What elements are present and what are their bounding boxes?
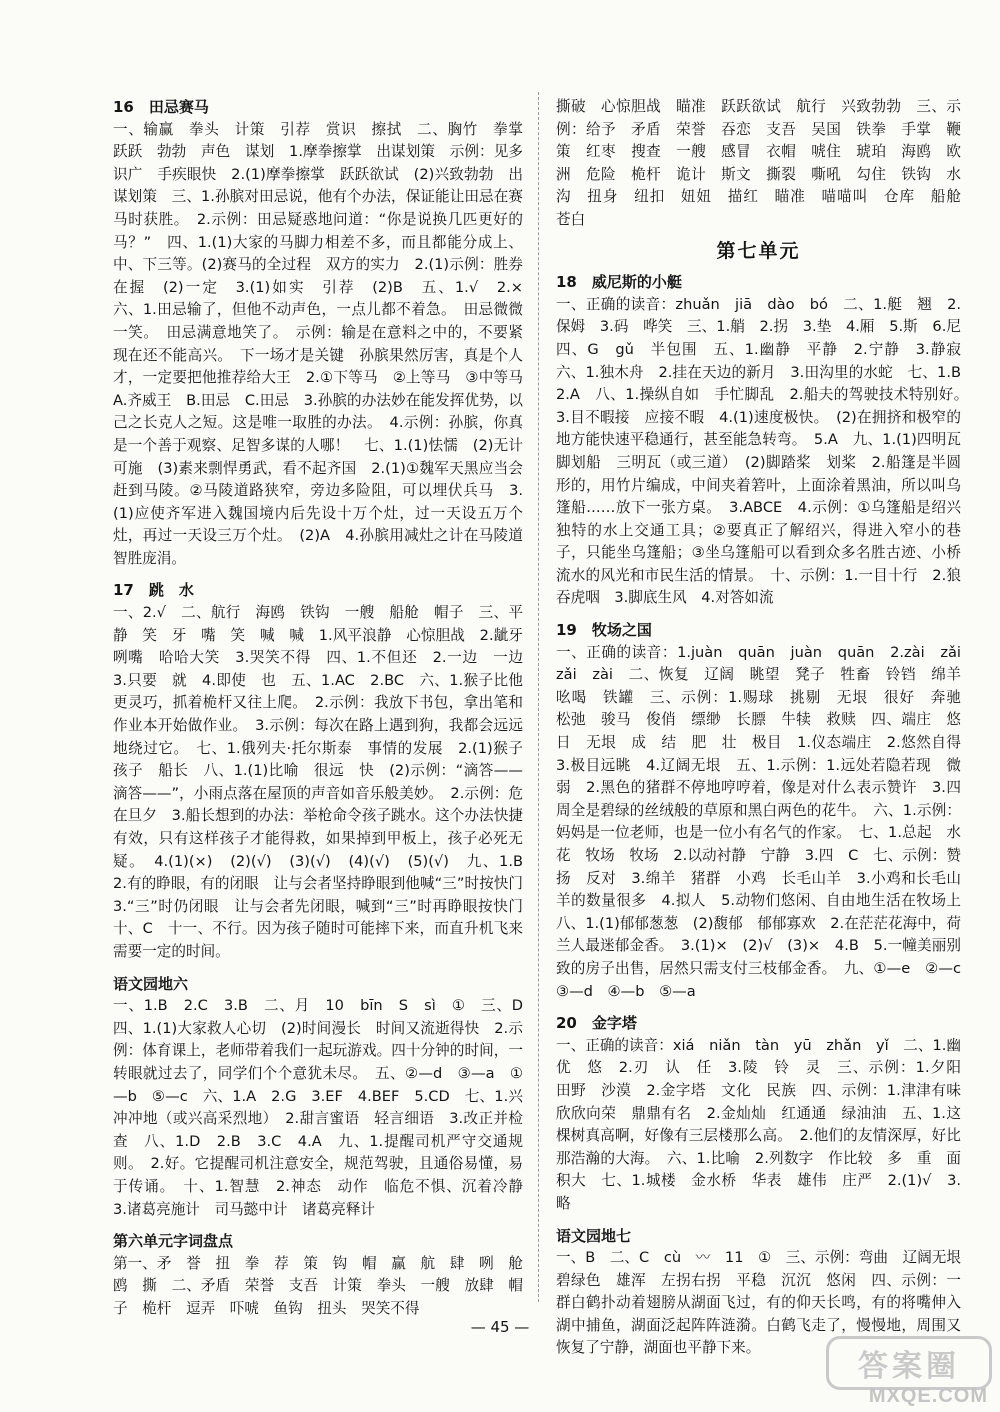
- section-body-garden-7: 一、B 二、C cù 〰 11 ① 三、示例：弯曲 辽阔无垠 碧绿色 雄浑 左拐右拐 平稳 沉沉 悠闲 四、示例：一群白鹤扑动着翅膀从湖面飞过，有的仰天长鸣，有的将嘴伸入湖中捕鱼，湖面泛起阵阵涟漪。白鹤飞走了，慢慢地，周围又恢复了宁静，湖面也平静下来。: [556, 1249, 976, 1357]
- section-body-18: 一、正确的读音：zhuǎn jiā dào bó 二、1.艇 翘 2.保姆 3.码 哗笑 三、1.艄 2.拐 3.垫 4.厢 5.斯 6.尼 四、G gǔ 半包围 五、1.幽静 平静 2.宁静 3.静寂 六、1.独木舟 2.挂在天边的新月 3.田沟里的水蛇 七、1.B 2.A 八、1.操纵自如 手忙脚乱 2.船夫的驾驶技术特别好。 3.目不暇接 应接不暇 4.(1)速度极快。 (2)在拥挤和极窄的地方能快速平稳通行，甚至能急转弯。 5.A 九、1.(1)四明瓦 脚划船 三明瓦（或三道） (2)脚踏桨 划桨 2.船篷是半圆形的，用竹片编成，中间夹着箬叶，上面涂着黑油，所以叫乌篷船……放下一张方桌。 3.ABCE 4.示例：①乌篷船是绍兴独特的水上交通工具；②要真正了解绍兴，得进入窄小的巷子，只能坐乌篷船；③坐乌篷船可以看到众多名胜古迹、小桥流水的风光和市民生活的情景。 十、示例：1.一目十行 2.狼吞虎咽 3.脚底生风 4.对答如流: [556, 295, 976, 607]
- section-title-19: 19 牧场之国: [556, 621, 652, 640]
- continued-answers: 撕破 心惊胆战 瞄准 跃跃欲试 航行 兴致勃勃 三、示例：给予 矛盾 荣誉 吞恋 支吾 吴国 铁拳 手掌 鞭策 红枣 搜查 一艘 感冒 衣帽 唬住 琥珀 海鸥 欧洲 危险 桅杆 诡计 斯文 撕裂 嘶吼 勾住 铁钩 水沟 扭身 纽扣 妞妞 描红 瞄准 喵喵叫 仓库 船舱 苍白: [556, 98, 976, 228]
- section-body-garden-6: 一、1.B 2.C 3.B 二、月 10 bīn S sì ① 三、D 四、1.(1)大家救人心切 (2)时间漫长 时间又流逝得快 2.示例：体育课上，老师带着我们一起玩游戏。四十分钟的时间，一转眼就过去了，同学们个个意犹未尽。 五、②—d ③—a ①—b ⑤—c 六、1.A 2.G 3.EF 4.BEF 5.CD 七、1.兴冲冲地（或兴高采烈地） 2.甜言蜜语 轻言细语 3.改正并检查 八、1.D 2.B 3.C 4.A 九、1.提醒司机严守交通规则。 2.好。它提醒司机注意安全，规范驾驶，且通俗易懂，易于传诵。 十、1.智慧 2.神态 动作 临危不惧、沉着冷静 3.诸葛亮施计 司马懿中计 诸葛亮释计: [113, 997, 538, 1218]
- section-title-garden-7: 语文园地七: [556, 1226, 632, 1245]
- section-body-20: 一、正确的读音：xiá niǎn tàn yū zhǎn yǐ 二、1.幽 优 悠 2.刃 认 任 3.陵 铃 灵 三、示例：1.夕阳 田野 沙漠 2.金字塔 文化 民族 四、示例：1.津津有味 欣欣向荣 鼎鼎有名 2.金灿灿 红通通 绿油油 五、1.这棵树真高啊，好像有三层楼那么高。 2.他们的友情深厚，好比那浩瀚的大海。 六、1.比喻 2.列数字 作比较 多 重 面积大 七、1.城楼 金水桥 华表 雄伟 庄严 2.(1)√ 3.略: [556, 1036, 976, 1212]
- section-body-16: 一、输赢 拳头 计策 引荐 赏识 擦拭 二、胸竹 拳掌 跃跃 勃勃 声色 谋划 1.摩拳擦掌 出谋划策 示例：见多识广 手疾眼快 2.(1)摩拳擦掌 跃跃欲试 (2)兴致勃勃 出谋划策 三、1.孙膑对田忌说，他有个办法，保证能让田忌在赛马时获胜。 2.示例：田忌疑惑地问道：“你是说换几匹更好的马？” 四、1.(1)大家的马脚力相差不多，而且都能分成上、中、下三等。(2)赛马的全过程 双方的实力 2.(1)示例：胜券在握 (2)一定 3.(1)如实 引荐 (2)B 五、1.√ 2.× 六、1.田忌输了，但他不动声色，一点儿都不着急。 田忌微微一笑。 田忌满意地笑了。 示例：输是在意料之中的，不要紧 现在还不能高兴。 下一场才是关键 孙膑果然厉害，真是个人才，一定要把他推荐给大王 2.①下等马 ②上等马 ③中等马 A.齐威王 B.田忌 C.田忌 3.孙膑的办法妙在能发挥优势，以己之长克人之短。这是唯一取胜的办法。 4.示例：孙膑，你真是一个善于观察、足智多谋的人哪！ 七、1.(1)怯懦 (2)无计可施 (3)素来剽悍勇武，看不起齐国 2.(1)①魏军天黑应当会赶到马陵。②马陵道路狭窄，旁边多险阻，可以埋伏兵马 3.(1)应使齐军进入魏国境内后先设十万个灶，过一天设五万个灶，再过一天设三万个灶。 (2)A 4.孙膑用减灶之计在马陵道智胜庞涓。: [113, 120, 538, 567]
- section-title-20: 20 金字塔: [556, 1014, 637, 1033]
- section-body-unit6-words: 第一、矛 誉 扭 拳 荐 策 钩 帽 赢 航 肆 咧 舱 鸥 撕 二、矛盾 荣誉 支吾 计策 拳头 一艘 放肆 帽子 桅杆 逗弄 吓唬 鱼钩 扭头 哭笑不得: [113, 1254, 538, 1317]
- unit-title: 第七单元: [716, 239, 801, 262]
- section-title-unit6-words: 第六单元字词盘点: [113, 1232, 234, 1251]
- watermark-logo-icon: 答案圈: [826, 1336, 992, 1390]
- section-body-17: 一、2.√ 二、航行 海鸥 铁钩 一艘 船舱 帽子 三、平静 笑 牙 嘴 笑 喊 喊 1.风平浪静 心惊胆战 2.龇牙咧嘴 哈哈大笑 3.哭笑不得 四、1.不但还 2.一边 一边 3.只要 就 4.即使 也 五、1.AC 2.BC 六、1.猴子比他更灵巧，抓着桅杆又往上爬。 2.示例：我放下书包，拿出笔和作业本开始做作业。 3.示例：每次在路上遇到狗，我都会远远地绕过它。 七、1.俄列夫·托尔斯泰 事情的发展 2.(1)猴子 孩子 船长 八、1.(1)比喻 很远 快 (2)示例：“滴答——滴答——”，小雨点落在屋顶的声音如音乐般美妙。 2.示例：危在旦夕 3.船长想到的办法：举枪命令孩子跳水。这个办法快捷有效，只有这样孩子才能得救，如果掉到甲板上，孩子必死无疑。 4.(1)(×) (2)(√) (3)(√) (4)(√) (5)(√) 九、1.B 2.有的睁眼，有的闭眼 让与会者坚持睁眼到他喊“三”时按快门 3.“三”时仍闭眼 让与会者先闭眼，喊到“三”时再睁眼按快门 十、C 十一、不行。因为孩子随时可能摔下来，而直升机飞来需要一定的时间。: [113, 604, 538, 960]
- section-title-18: 18 威尼斯的小艇: [556, 273, 682, 292]
- section-title-17: 17 跳 水: [113, 581, 194, 600]
- watermark: [832, 1336, 992, 1408]
- page-number: — 45 —: [470, 1318, 530, 1336]
- section-title-16: 16 田忌赛马: [113, 98, 209, 116]
- section-title-garden-6: 语文园地六: [113, 974, 189, 993]
- section-body-19: 一、正确的读音：1.juàn quān juàn quān 2.zài zǎi zǎi zài 二、恢复 辽阔 眺望 凳子 牲畜 铃铛 绵羊 吆喝 铁罐 三、示例：1.赐球 挑剔 无垠 很好 奔驰 松弛 骏马 俊俏 缥缈 长膘 牛犊 救赎 四、端庄 悠 日 无垠 成 结 肥 壮 极目 1.仪态端庄 2.悠然自得 3.极目远眺 4.辽阔无垠 五、1.示例：1.远处若隐若现 微弱 2.黑色的猪群不停地哼哼着，像是对什么表示赞许 3.四周全是碧绿的丝绒般的草原和黑白两色的花牛。 六、1.示例：妈妈是一位老师，也是一位小有名气的作家。 七、1.总起 水 花 牧场 牧场 2.以动衬静 宁静 3.四 C 七、示例：赞扬 反对 3.绵羊 猪群 小鸡 长毛山羊 3.小鸡和长毛山羊的数量很多 4.拟人 5.动物们悠闲、自由地生活在牧场上 八、1.(1)郁郁葱葱 (2)馥郁 郁郁寡欢 2.在茫茫花海中，荷兰人最迷郁金香。 3.(1)× (2)√ (3)× 4.B 5.一幢美丽别致的房子出售，居然只需支付三枝郁金香。 九、①—e ②—c ③—d ④—b ⑤—a: [556, 643, 976, 1000]
- column-divider: [538, 92, 539, 1302]
- watermark-site-text: MXQE.COM: [868, 1385, 988, 1407]
- right-column: [556, 96, 976, 1360]
- left-column: [113, 96, 538, 1320]
